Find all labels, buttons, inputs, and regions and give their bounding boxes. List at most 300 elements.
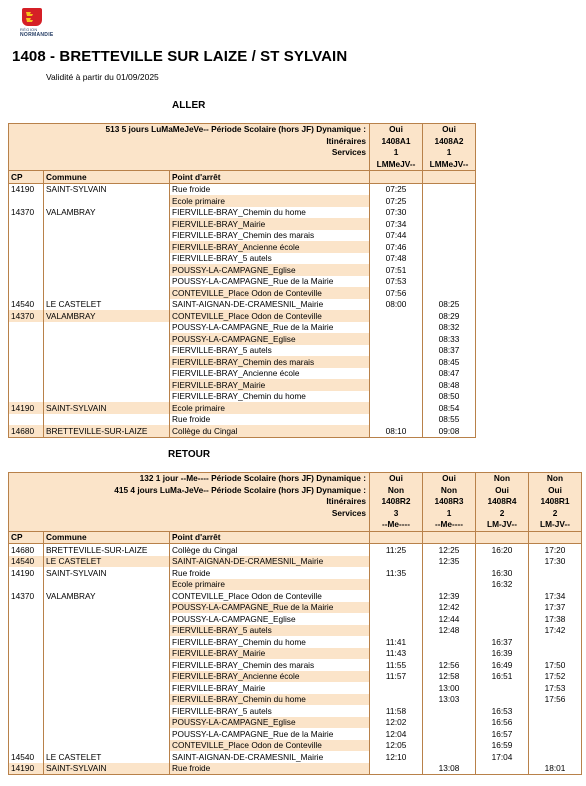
departure-time bbox=[370, 322, 423, 334]
postal-code: 14540 bbox=[9, 556, 44, 568]
departure-time: 08:10 bbox=[370, 425, 423, 437]
table-row bbox=[9, 310, 476, 322]
table-row bbox=[9, 579, 582, 591]
stop-name: Collège du Cingal bbox=[170, 544, 370, 556]
commune-name bbox=[44, 682, 170, 694]
table-row bbox=[9, 183, 476, 195]
departure-time: 17:20 bbox=[529, 544, 582, 556]
departure-time: 08:32 bbox=[423, 322, 476, 334]
departure-time: 07:34 bbox=[370, 218, 423, 230]
commune-column-label: Commune bbox=[44, 531, 170, 544]
postal-code bbox=[9, 740, 44, 752]
postal-code bbox=[9, 356, 44, 368]
departure-time bbox=[370, 613, 423, 625]
departure-time bbox=[529, 648, 582, 660]
table-row bbox=[9, 391, 476, 403]
departure-time: 12:42 bbox=[423, 602, 476, 614]
table-row bbox=[9, 694, 582, 706]
postal-code bbox=[9, 287, 44, 299]
table-row bbox=[9, 682, 582, 694]
postal-code bbox=[9, 322, 44, 334]
postal-code: 14370 bbox=[9, 590, 44, 602]
validity-date: Validité à partir du 01/09/2025 bbox=[46, 72, 159, 82]
departure-time bbox=[423, 705, 476, 717]
service-header-line: 1408A2 bbox=[434, 135, 464, 146]
departure-time: 08:55 bbox=[423, 414, 476, 426]
stop-name: CONTEVILLE_Place Odon de Conteville bbox=[170, 740, 370, 752]
header-description bbox=[9, 473, 370, 532]
departure-time bbox=[529, 636, 582, 648]
time-column-label bbox=[476, 531, 529, 544]
service-header-line: Non bbox=[440, 484, 458, 495]
departure-time bbox=[423, 195, 476, 207]
departure-time bbox=[370, 310, 423, 322]
stop-name: CONTEVILLE_Place Odon de Conteville bbox=[170, 287, 370, 299]
departure-time: 07:30 bbox=[370, 207, 423, 219]
service-column-header bbox=[370, 124, 423, 171]
table-row bbox=[9, 333, 476, 345]
postal-code bbox=[9, 579, 44, 591]
postal-code: 14190 bbox=[9, 402, 44, 414]
departure-time bbox=[423, 264, 476, 276]
departure-time bbox=[476, 556, 529, 568]
table-row bbox=[9, 264, 476, 276]
commune-name bbox=[44, 613, 170, 625]
stop-name: SAINT-AIGNAN-DE-CRAMESNIL_Mairie bbox=[170, 751, 370, 763]
departure-time bbox=[529, 579, 582, 591]
stop-name: FIERVILLE-BRAY_5 autels bbox=[170, 253, 370, 265]
retour-timetable bbox=[8, 472, 582, 775]
stop-name: POUSSY-LA-CAMPAGNE_Eglise bbox=[170, 717, 370, 729]
departure-time bbox=[476, 590, 529, 602]
time-column-label bbox=[423, 531, 476, 544]
departure-time bbox=[529, 751, 582, 763]
header-line: Itinéraires bbox=[326, 135, 366, 146]
departure-time: 12:04 bbox=[370, 728, 423, 740]
table-row bbox=[9, 636, 582, 648]
departure-time bbox=[370, 414, 423, 426]
table-row bbox=[9, 567, 582, 579]
postal-code: 14370 bbox=[9, 310, 44, 322]
stop-name: POUSSY-LA-CAMPAGNE_Eglise bbox=[170, 264, 370, 276]
departure-time bbox=[423, 253, 476, 265]
departure-time bbox=[370, 590, 423, 602]
service-header-line: 1408R2 bbox=[381, 496, 411, 506]
commune-name bbox=[44, 379, 170, 391]
departure-time bbox=[476, 763, 529, 775]
stop-name: FIERVILLE-BRAY_Chemin du home bbox=[170, 636, 370, 648]
stop-name: POUSSY-LA-CAMPAGNE_Rue de la Mairie bbox=[170, 276, 370, 288]
header-line: 415 4 jours LuMa-JeVe-- Période Scolaire (hors JF) Dynamique : bbox=[114, 484, 366, 495]
departure-time: 08:47 bbox=[423, 368, 476, 380]
postal-code bbox=[9, 195, 44, 207]
commune-name: VALAMBRAY bbox=[44, 310, 170, 322]
departure-time bbox=[423, 218, 476, 230]
departure-time: 16:39 bbox=[476, 648, 529, 660]
service-header-line: 3 bbox=[393, 507, 399, 518]
departure-time bbox=[423, 717, 476, 729]
commune-name bbox=[44, 230, 170, 242]
departure-time: 17:38 bbox=[529, 613, 582, 625]
departure-time: 07:53 bbox=[370, 276, 423, 288]
stop-name: FIERVILLE-BRAY_Mairie bbox=[170, 682, 370, 694]
header-row bbox=[9, 124, 476, 171]
departure-time: 07:44 bbox=[370, 230, 423, 242]
stop-name: SAINT-AIGNAN-DE-CRAMESNIL_Mairie bbox=[170, 556, 370, 568]
departure-time bbox=[529, 728, 582, 740]
table-row bbox=[9, 299, 476, 311]
commune-name bbox=[44, 322, 170, 334]
departure-time bbox=[423, 567, 476, 579]
table-row bbox=[9, 356, 476, 368]
commune-name bbox=[44, 740, 170, 752]
stop-name: POUSSY-LA-CAMPAGNE_Rue de la Mairie bbox=[170, 322, 370, 334]
departure-time bbox=[423, 751, 476, 763]
departure-time: 17:04 bbox=[476, 751, 529, 763]
stop-name: Rue froide bbox=[170, 183, 370, 195]
commune-column-label: Commune bbox=[44, 171, 170, 184]
service-column-header bbox=[423, 473, 476, 532]
table-row bbox=[9, 717, 582, 729]
stop-name: FIERVILLE-BRAY_Chemin du home bbox=[170, 694, 370, 706]
postal-code bbox=[9, 728, 44, 740]
table-row bbox=[9, 402, 476, 414]
normandy-lions-icon bbox=[22, 8, 42, 26]
commune-name bbox=[44, 728, 170, 740]
stop-name: Ecole primaire bbox=[170, 402, 370, 414]
header-line: 513 5 jours LuMaMeJeVe-- Période Scolaire (hors JF) Dynamique : bbox=[105, 124, 366, 134]
commune-name bbox=[44, 333, 170, 345]
section-aller-title: ALLER bbox=[172, 100, 206, 111]
stop-name: FIERVILLE-BRAY_Ancienne école bbox=[170, 368, 370, 380]
departure-time: 12:25 bbox=[423, 544, 476, 556]
departure-time: 17:37 bbox=[529, 602, 582, 614]
time-column-label bbox=[423, 171, 476, 184]
departure-time bbox=[423, 183, 476, 195]
stop-name: Ecole primaire bbox=[170, 579, 370, 591]
departure-time bbox=[370, 391, 423, 403]
logo-line2: NORMANDIE bbox=[20, 32, 54, 38]
commune-name: LE CASTELET bbox=[44, 299, 170, 311]
service-header-line: 1408A1 bbox=[381, 135, 411, 146]
commune-name bbox=[44, 253, 170, 265]
departure-time: 12:39 bbox=[423, 590, 476, 602]
departure-time bbox=[476, 682, 529, 694]
stop-name: FIERVILLE-BRAY_Ancienne école bbox=[170, 671, 370, 683]
departure-time: 11:25 bbox=[370, 544, 423, 556]
postal-code bbox=[9, 253, 44, 265]
service-header-line: Oui bbox=[389, 124, 403, 134]
table-row bbox=[9, 648, 582, 660]
stop-name: FIERVILLE-BRAY_Chemin des marais bbox=[170, 230, 370, 242]
service-column-header bbox=[370, 473, 423, 532]
commune-name: LE CASTELET bbox=[44, 751, 170, 763]
departure-time bbox=[370, 345, 423, 357]
postal-code bbox=[9, 414, 44, 426]
time-column-label bbox=[529, 531, 582, 544]
time-column-label bbox=[370, 171, 423, 184]
commune-name: SAINT-SYLVAIN bbox=[44, 183, 170, 195]
service-header-line: 1408R1 bbox=[540, 496, 570, 506]
stop-name: POUSSY-LA-CAMPAGNE_Eglise bbox=[170, 333, 370, 345]
region-normandie-logo bbox=[20, 8, 70, 36]
commune-name bbox=[44, 694, 170, 706]
departure-time: 16:30 bbox=[476, 567, 529, 579]
service-header-line: 1408R4 bbox=[487, 496, 517, 506]
service-header-line: Oui bbox=[442, 473, 456, 483]
table-row bbox=[9, 659, 582, 671]
departure-time bbox=[423, 728, 476, 740]
departure-time: 11:55 bbox=[370, 659, 423, 671]
table-row bbox=[9, 218, 476, 230]
stop-name: FIERVILLE-BRAY_Chemin du home bbox=[170, 207, 370, 219]
departure-time: 07:46 bbox=[370, 241, 423, 253]
postal-code bbox=[9, 602, 44, 614]
cp-column-label: CP bbox=[9, 171, 44, 184]
postal-code: 14680 bbox=[9, 425, 44, 437]
stop-name: Ecole primaire bbox=[170, 195, 370, 207]
stop-name: POUSSY-LA-CAMPAGNE_Rue de la Mairie bbox=[170, 728, 370, 740]
service-header-line: Oui bbox=[548, 484, 562, 495]
postal-code: 14190 bbox=[9, 567, 44, 579]
stop-name: FIERVILLE-BRAY_Mairie bbox=[170, 648, 370, 660]
departure-time: 08:00 bbox=[370, 299, 423, 311]
logo-line1: RÉGION bbox=[20, 27, 38, 32]
departure-time: 17:56 bbox=[529, 694, 582, 706]
postal-code: 14540 bbox=[9, 299, 44, 311]
stop-column-label: Point d'arrêt bbox=[170, 171, 370, 184]
postal-code bbox=[9, 705, 44, 717]
departure-time: 07:56 bbox=[370, 287, 423, 299]
departure-time bbox=[476, 625, 529, 637]
commune-name bbox=[44, 356, 170, 368]
departure-time: 12:44 bbox=[423, 613, 476, 625]
header-description bbox=[9, 124, 370, 171]
table-row bbox=[9, 414, 476, 426]
departure-time bbox=[529, 740, 582, 752]
postal-code bbox=[9, 682, 44, 694]
service-header-line: 1 bbox=[446, 147, 452, 157]
departure-time bbox=[476, 694, 529, 706]
commune-name: BRETTEVILLE-SUR-LAIZE bbox=[44, 544, 170, 556]
logo-text bbox=[20, 27, 54, 38]
service-header-line: Non bbox=[493, 473, 511, 483]
departure-time bbox=[370, 763, 423, 775]
commune-name bbox=[44, 602, 170, 614]
departure-time bbox=[370, 682, 423, 694]
table-row bbox=[9, 368, 476, 380]
commune-name bbox=[44, 414, 170, 426]
commune-name bbox=[44, 648, 170, 660]
departure-time: 12:10 bbox=[370, 751, 423, 763]
table-row bbox=[9, 613, 582, 625]
departure-time: 16:20 bbox=[476, 544, 529, 556]
service-header-line: --Me---- bbox=[434, 519, 464, 529]
table-row bbox=[9, 728, 582, 740]
service-header-line: LM-JV-- bbox=[487, 519, 517, 529]
commune-name bbox=[44, 287, 170, 299]
departure-time bbox=[423, 579, 476, 591]
stop-name: FIERVILLE-BRAY_Chemin du home bbox=[170, 391, 370, 403]
postal-code bbox=[9, 391, 44, 403]
service-column-header bbox=[423, 124, 476, 171]
column-labels-row bbox=[9, 171, 476, 184]
table-row bbox=[9, 379, 476, 391]
stop-name: FIERVILLE-BRAY_5 autels bbox=[170, 345, 370, 357]
section-retour-title: RETOUR bbox=[168, 449, 211, 460]
table-row bbox=[9, 671, 582, 683]
service-header-line: 1408R3 bbox=[434, 496, 464, 506]
service-header-line: 2 bbox=[552, 507, 558, 518]
postal-code bbox=[9, 648, 44, 660]
postal-code bbox=[9, 230, 44, 242]
departure-time: 12:56 bbox=[423, 659, 476, 671]
departure-time: 17:53 bbox=[529, 682, 582, 694]
aller-timetable bbox=[8, 123, 476, 438]
postal-code: 14190 bbox=[9, 763, 44, 775]
table-row bbox=[9, 602, 582, 614]
stop-name: Collège du Cingal bbox=[170, 425, 370, 437]
departure-time: 12:02 bbox=[370, 717, 423, 729]
departure-time: 08:33 bbox=[423, 333, 476, 345]
departure-time: 09:08 bbox=[423, 425, 476, 437]
service-column-header bbox=[476, 473, 529, 532]
commune-name bbox=[44, 345, 170, 357]
commune-name bbox=[44, 264, 170, 276]
departure-time: 17:30 bbox=[529, 556, 582, 568]
commune-name bbox=[44, 625, 170, 637]
stop-name: SAINT-AIGNAN-DE-CRAMESNIL_Mairie bbox=[170, 299, 370, 311]
postal-code: 14370 bbox=[9, 207, 44, 219]
service-header-line: 1 bbox=[393, 147, 399, 157]
departure-time: 17:34 bbox=[529, 590, 582, 602]
postal-code bbox=[9, 345, 44, 357]
departure-time: 08:37 bbox=[423, 345, 476, 357]
column-labels-row bbox=[9, 531, 582, 544]
departure-time bbox=[370, 368, 423, 380]
departure-time: 11:57 bbox=[370, 671, 423, 683]
commune-name bbox=[44, 636, 170, 648]
commune-name bbox=[44, 368, 170, 380]
page-title: 1408 - BRETTEVILLE SUR LAIZE / ST SYLVAIN bbox=[12, 48, 348, 65]
commune-name bbox=[44, 705, 170, 717]
departure-time: 11:58 bbox=[370, 705, 423, 717]
departure-time: 16:49 bbox=[476, 659, 529, 671]
table-row bbox=[9, 230, 476, 242]
commune-name bbox=[44, 241, 170, 253]
stop-name: FIERVILLE-BRAY_Mairie bbox=[170, 379, 370, 391]
departure-time: 08:29 bbox=[423, 310, 476, 322]
commune-name bbox=[44, 671, 170, 683]
departure-time: 13:08 bbox=[423, 763, 476, 775]
stop-name: FIERVILLE-BRAY_Chemin des marais bbox=[170, 356, 370, 368]
postal-code: 14680 bbox=[9, 544, 44, 556]
departure-time: 17:50 bbox=[529, 659, 582, 671]
departure-time: 08:48 bbox=[423, 379, 476, 391]
service-column-header bbox=[529, 473, 582, 532]
departure-time bbox=[423, 230, 476, 242]
table-row bbox=[9, 425, 476, 437]
cp-column-label: CP bbox=[9, 531, 44, 544]
table-row bbox=[9, 751, 582, 763]
table-row bbox=[9, 207, 476, 219]
departure-time bbox=[423, 287, 476, 299]
commune-name: LE CASTELET bbox=[44, 556, 170, 568]
departure-time bbox=[476, 613, 529, 625]
departure-time bbox=[423, 740, 476, 752]
departure-time: 16:57 bbox=[476, 728, 529, 740]
departure-time bbox=[370, 579, 423, 591]
departure-time bbox=[529, 567, 582, 579]
departure-time bbox=[370, 556, 423, 568]
departure-time bbox=[476, 602, 529, 614]
commune-name: VALAMBRAY bbox=[44, 207, 170, 219]
departure-time: 17:42 bbox=[529, 625, 582, 637]
table-row bbox=[9, 253, 476, 265]
stop-name: CONTEVILLE_Place Odon de Conteville bbox=[170, 590, 370, 602]
departure-time bbox=[370, 602, 423, 614]
header-line: Services bbox=[331, 507, 366, 518]
table-row bbox=[9, 740, 582, 752]
stop-name: POUSSY-LA-CAMPAGNE_Rue de la Mairie bbox=[170, 602, 370, 614]
stop-name: Rue froide bbox=[170, 763, 370, 775]
departure-time: 12:35 bbox=[423, 556, 476, 568]
postal-code bbox=[9, 333, 44, 345]
service-header-line: Oui bbox=[495, 484, 509, 495]
departure-time: 11:35 bbox=[370, 567, 423, 579]
table-row bbox=[9, 276, 476, 288]
header-line: 132 1 jour --Me---- Période Scolaire (hors JF) Dynamique : bbox=[139, 473, 366, 483]
postal-code bbox=[9, 368, 44, 380]
departure-time bbox=[370, 333, 423, 345]
service-header-line: LMMeJV-- bbox=[376, 158, 416, 169]
departure-time: 07:25 bbox=[370, 195, 423, 207]
postal-code: 14190 bbox=[9, 183, 44, 195]
departure-time: 12:48 bbox=[423, 625, 476, 637]
table-row bbox=[9, 705, 582, 717]
table-row bbox=[9, 556, 582, 568]
postal-code bbox=[9, 264, 44, 276]
postal-code: 14540 bbox=[9, 751, 44, 763]
stop-column-label: Point d'arrêt bbox=[170, 531, 370, 544]
departure-time: 16:56 bbox=[476, 717, 529, 729]
postal-code bbox=[9, 694, 44, 706]
departure-time: 13:00 bbox=[423, 682, 476, 694]
departure-time: 08:54 bbox=[423, 402, 476, 414]
commune-name: SAINT-SYLVAIN bbox=[44, 763, 170, 775]
table-row bbox=[9, 195, 476, 207]
service-header-line: LMMeJV-- bbox=[429, 158, 469, 169]
service-header-line: Non bbox=[387, 484, 405, 495]
table-row bbox=[9, 625, 582, 637]
departure-time: 16:53 bbox=[476, 705, 529, 717]
commune-name: SAINT-SYLVAIN bbox=[44, 402, 170, 414]
postal-code bbox=[9, 636, 44, 648]
departure-time bbox=[423, 648, 476, 660]
table-row bbox=[9, 345, 476, 357]
table-row bbox=[9, 241, 476, 253]
departure-time: 07:48 bbox=[370, 253, 423, 265]
departure-time: 08:50 bbox=[423, 391, 476, 403]
commune-name bbox=[44, 391, 170, 403]
stop-name: FIERVILLE-BRAY_Chemin des marais bbox=[170, 659, 370, 671]
header-row bbox=[9, 473, 582, 532]
stop-name: FIERVILLE-BRAY_5 autels bbox=[170, 705, 370, 717]
time-column-label bbox=[370, 531, 423, 544]
stop-name: FIERVILLE-BRAY_5 autels bbox=[170, 625, 370, 637]
departure-time: 07:25 bbox=[370, 183, 423, 195]
service-header-line: Non bbox=[546, 473, 564, 483]
